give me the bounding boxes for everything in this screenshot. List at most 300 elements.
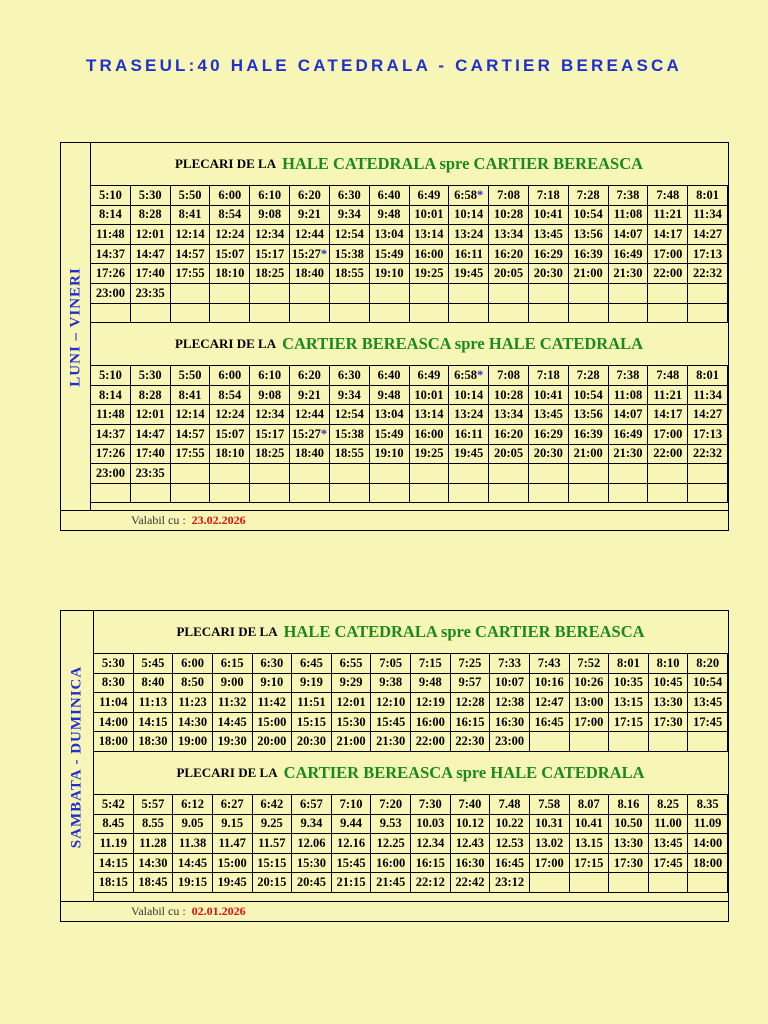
direction-header (90, 323, 728, 365)
time-cell: 18:00 (94, 732, 134, 752)
time-cell: 17:15 (609, 712, 649, 732)
time-cell: 21:15 (331, 873, 371, 893)
time-cell: 6:12 (173, 794, 213, 814)
time-cell (409, 303, 449, 323)
time-cell: 16:11 (449, 244, 489, 264)
table-row (91, 483, 728, 503)
time-cell: 8:01 (688, 366, 728, 386)
direction-prefix: PLECARI DE LA (176, 624, 278, 639)
time-cell: 6:27 (212, 794, 252, 814)
time-cell: 10:41 (528, 385, 568, 405)
time-cell (369, 303, 409, 323)
side-label: SAMBATA - DUMINICA (68, 665, 85, 848)
time-cell: 9:34 (329, 385, 369, 405)
time-cell: 15:45 (331, 853, 371, 873)
time-cell (648, 283, 688, 303)
time-cell: 13:45 (528, 405, 568, 425)
time-cell: 14:45 (173, 853, 213, 873)
direction-header (93, 752, 728, 794)
time-cell: 19:25 (409, 264, 449, 284)
asterisk-marker: * (477, 187, 484, 202)
time-cell: 8.55 (133, 814, 173, 834)
time-cell: 13:45 (528, 225, 568, 245)
time-cell: 17:00 (569, 712, 609, 732)
time-cell: 19:00 (173, 732, 213, 752)
time-cell (210, 303, 250, 323)
time-cell: 7:52 (569, 654, 609, 674)
time-cell: 12:28 (450, 693, 490, 713)
time-cell: 14:00 (688, 834, 728, 854)
time-cell: 13:14 (409, 225, 449, 245)
time-cell: 13:45 (688, 693, 728, 713)
time-cell: 11:42 (252, 693, 292, 713)
time-cell: 7:28 (568, 366, 608, 386)
time-cell: 11.00 (648, 814, 688, 834)
validity-label-text: Valabil cu : (131, 904, 186, 918)
page-title: TRASEUL:40 HALE CATEDRALA - CARTIER BEREASCA (85, 56, 683, 75)
time-cell: 8:54 (210, 205, 250, 225)
time-cell: 8:14 (91, 385, 131, 405)
time-cell: 14:30 (133, 853, 173, 873)
time-cell: 6:55 (331, 654, 371, 674)
time-cell: 15:45 (371, 712, 411, 732)
time-cell (449, 283, 489, 303)
time-cell: 23:12 (490, 873, 530, 893)
time-cell: 5:30 (130, 186, 170, 206)
direction-route: CARTIER BEREASCA spre HALE CATEDRALA (283, 762, 645, 782)
time-cell: 14:07 (608, 405, 648, 425)
time-cell: 6:42 (252, 794, 292, 814)
time-cell: 10.50 (609, 814, 649, 834)
time-cell (250, 283, 290, 303)
time-cell: 16:00 (411, 712, 451, 732)
time-cell (688, 303, 728, 323)
time-cell (528, 283, 568, 303)
time-cell: 6:40 (369, 186, 409, 206)
time-cell: 12.43 (450, 834, 490, 854)
time-cell (489, 483, 529, 503)
time-cell: 11.09 (688, 814, 728, 834)
time-cell (409, 283, 449, 303)
time-cell: 6:30 (252, 654, 292, 674)
time-cell: 9:34 (329, 205, 369, 225)
time-cell: 9:48 (411, 673, 451, 693)
time-cell: 7:33 (490, 654, 530, 674)
time-cell: 9:57 (450, 673, 490, 693)
time-cell: 13.02 (529, 834, 569, 854)
time-cell (329, 483, 369, 503)
time-cell (449, 303, 489, 323)
time-cell (489, 464, 529, 484)
time-cell: 13:04 (369, 405, 409, 425)
time-cell: 13:56 (568, 225, 608, 245)
time-cell: 13:00 (569, 693, 609, 713)
table-row (94, 712, 728, 732)
time-cell: 16:00 (409, 424, 449, 444)
time-cell: 21:00 (331, 732, 371, 752)
time-cell: 8.45 (94, 814, 134, 834)
time-cell (170, 483, 210, 503)
time-cell: 10:14 (449, 385, 489, 405)
time-cell: 7:30 (411, 794, 451, 814)
table-row (91, 244, 728, 264)
time-cell: 7:28 (568, 186, 608, 206)
time-cell: 12:01 (130, 405, 170, 425)
time-cell: 6:49 (409, 186, 449, 206)
table-row (91, 444, 728, 464)
time-cell (409, 464, 449, 484)
table-row (94, 693, 728, 713)
time-cell: 18:15 (94, 873, 134, 893)
time-cell: 22:00 (648, 444, 688, 464)
table-row (91, 464, 728, 484)
time-cell: 8:41 (170, 205, 210, 225)
time-cell: 13:30 (609, 834, 649, 854)
time-cell: 6:00 (210, 366, 250, 386)
time-cell: 18:55 (329, 264, 369, 284)
time-cell: 10:41 (528, 205, 568, 225)
table-row (94, 814, 728, 834)
time-cell: 17:55 (170, 444, 210, 464)
time-cell: 15:07 (210, 244, 250, 264)
time-cell: 17:40 (130, 444, 170, 464)
time-cell: 13:24 (449, 225, 489, 245)
time-cell (449, 483, 489, 503)
time-cell: 20:05 (489, 264, 529, 284)
time-cell: 23:00 (490, 732, 530, 752)
table-row (94, 732, 728, 752)
time-cell: 12:24 (210, 225, 250, 245)
time-cell: 7:08 (489, 366, 529, 386)
time-cell: 11.28 (133, 834, 173, 854)
time-cell: 5:57 (133, 794, 173, 814)
time-cell: 6:10 (250, 366, 290, 386)
time-cell: 14:45 (212, 712, 252, 732)
side-label-column (61, 143, 91, 511)
time-cell: 20:00 (252, 732, 292, 752)
time-cell: 17:30 (609, 853, 649, 873)
time-cell: 12.25 (371, 834, 411, 854)
time-cell: 8.07 (569, 794, 609, 814)
time-cell: 20:15 (252, 873, 292, 893)
time-cell: 17:00 (529, 853, 569, 873)
time-cell: 19:25 (409, 444, 449, 464)
time-cell: 11:32 (212, 693, 252, 713)
time-cell: 14:00 (94, 712, 134, 732)
time-cell (608, 483, 648, 503)
direction-prefix: PLECARI DE LA (174, 156, 277, 171)
time-cell: 7.48 (490, 794, 530, 814)
time-cell: 17:13 (688, 244, 728, 264)
time-cell: 10:54 (688, 673, 728, 693)
time-cell (91, 483, 131, 503)
time-cell (329, 464, 369, 484)
time-cell: 9:48 (369, 205, 409, 225)
time-cell: 16:15 (450, 712, 490, 732)
time-cell: 7:08 (489, 186, 529, 206)
time-cell: 22:32 (688, 264, 728, 284)
time-cell: 13:30 (648, 693, 688, 713)
time-cell: 9.34 (292, 814, 332, 834)
time-cell: 7:20 (371, 794, 411, 814)
time-cell: 16:30 (450, 853, 490, 873)
time-cell: 10:07 (490, 673, 530, 693)
time-cell (329, 283, 369, 303)
time-cell (329, 303, 369, 323)
time-cell: 15:30 (292, 853, 332, 873)
time-cell (528, 303, 568, 323)
time-cell: 17:26 (91, 444, 131, 464)
time-cell: 13:56 (568, 405, 608, 425)
time-cell (648, 873, 688, 893)
table-row (94, 853, 728, 873)
time-cell: 6:45 (292, 654, 332, 674)
time-cell: 11:34 (688, 205, 728, 225)
time-cell: 17:13 (688, 424, 728, 444)
time-cell: 16:49 (608, 244, 648, 264)
time-cell: 7:18 (528, 366, 568, 386)
time-cell: 16:39 (568, 424, 608, 444)
time-cell: 22:32 (688, 444, 728, 464)
time-cell (369, 483, 409, 503)
table-row (94, 873, 728, 893)
time-cell: 7:05 (371, 654, 411, 674)
time-cell: 11:13 (133, 693, 173, 713)
time-cell: 17:00 (648, 424, 688, 444)
time-cell: 12:14 (170, 225, 210, 245)
time-cell: 12:34 (250, 225, 290, 245)
time-cell: 12:38 (490, 693, 530, 713)
time-cell: 15:27* (290, 424, 330, 444)
asterisk-marker: * (477, 367, 484, 382)
time-cell: 10:54 (568, 385, 608, 405)
time-cell (170, 464, 210, 484)
time-cell: 10.31 (529, 814, 569, 834)
time-cell: 20:30 (528, 444, 568, 464)
time-cell: 15:00 (252, 712, 292, 732)
time-cell: 11.19 (94, 834, 134, 854)
time-cell: 6:00 (173, 654, 213, 674)
time-cell: 22:00 (648, 264, 688, 284)
time-cell: 9:00 (212, 673, 252, 693)
time-cell: 16:20 (489, 424, 529, 444)
table-row (91, 264, 728, 284)
time-cell: 21:30 (371, 732, 411, 752)
time-cell: 18:45 (133, 873, 173, 893)
time-cell: 12:24 (210, 405, 250, 425)
time-cell: 6:20 (290, 186, 330, 206)
time-cell: 12.06 (292, 834, 332, 854)
time-cell: 16:45 (490, 853, 530, 873)
time-cell (290, 464, 330, 484)
time-cell: 14:07 (608, 225, 648, 245)
time-cell: 11:48 (91, 405, 131, 425)
table-row (91, 303, 728, 323)
time-cell: 12:01 (130, 225, 170, 245)
time-cell: 18:40 (290, 444, 330, 464)
time-cell: 15:15 (292, 712, 332, 732)
time-cell: 9:21 (290, 385, 330, 405)
time-cell: 7:48 (648, 186, 688, 206)
time-cell: 9:38 (371, 673, 411, 693)
time-cell (369, 283, 409, 303)
time-cell (609, 732, 649, 752)
time-cell: 19:30 (212, 732, 252, 752)
time-cell: 8:54 (210, 385, 250, 405)
time-cell: 20:30 (292, 732, 332, 752)
time-cell (210, 283, 250, 303)
time-cell: 14:37 (91, 244, 131, 264)
time-cell: 5:45 (133, 654, 173, 674)
time-cell: 17:55 (170, 264, 210, 284)
table-row (94, 794, 728, 814)
time-cell: 12:14 (170, 405, 210, 425)
time-cell: 12.34 (411, 834, 451, 854)
time-cell: 10:35 (609, 673, 649, 693)
time-cell: 5:42 (94, 794, 134, 814)
time-cell: 21:00 (568, 444, 608, 464)
time-cell (529, 732, 569, 752)
time-cell: 21:45 (371, 873, 411, 893)
time-cell (569, 873, 609, 893)
time-cell: 14:15 (94, 853, 134, 873)
time-cell: 22:42 (450, 873, 490, 893)
time-cell: 10:28 (489, 205, 529, 225)
time-cell (210, 464, 250, 484)
time-cell: 15:49 (369, 244, 409, 264)
time-cell: 13:04 (369, 225, 409, 245)
time-cell (130, 303, 170, 323)
time-cell: 9:10 (252, 673, 292, 693)
direction-prefix: PLECARI DE LA (174, 336, 277, 352)
time-cell: 9:29 (331, 673, 371, 693)
time-cell: 12.16 (331, 834, 371, 854)
time-cell: 17:45 (688, 712, 728, 732)
table-row (94, 654, 728, 674)
time-cell (529, 873, 569, 893)
time-cell: 11:34 (688, 385, 728, 405)
time-cell: 16:29 (528, 244, 568, 264)
time-cell: 11:51 (292, 693, 332, 713)
time-cell: 17:40 (130, 264, 170, 284)
time-cell (568, 483, 608, 503)
time-cell: 7:18 (528, 186, 568, 206)
weekday-content (90, 143, 728, 503)
time-cell: 18:00 (688, 853, 728, 873)
direction-header (90, 143, 728, 185)
time-cell: 14:57 (170, 244, 210, 264)
time-cell: 14:47 (130, 424, 170, 444)
time-cell: 13:34 (489, 405, 529, 425)
time-cell (648, 483, 688, 503)
validity-row (61, 901, 728, 921)
time-cell: 21:30 (608, 264, 648, 284)
time-cell: 22:00 (411, 732, 451, 752)
time-cell: 6:57 (292, 794, 332, 814)
time-cell (648, 464, 688, 484)
time-cell: 9:21 (290, 205, 330, 225)
time-cell: 8:01 (688, 186, 728, 206)
time-cell (210, 483, 250, 503)
time-cell: 19:15 (173, 873, 213, 893)
time-cell: 11:04 (94, 693, 134, 713)
time-cell: 19:45 (449, 444, 489, 464)
time-cell: 15:17 (250, 244, 290, 264)
time-cell (528, 464, 568, 484)
time-cell (609, 873, 649, 893)
validity-date: 23.02.2026 (191, 513, 246, 527)
timetable (93, 794, 728, 893)
time-cell: 10:16 (529, 673, 569, 693)
time-cell: 14:27 (688, 405, 728, 425)
time-cell: 12:47 (529, 693, 569, 713)
time-cell: 7:48 (648, 366, 688, 386)
time-cell: 8:50 (173, 673, 213, 693)
weekend-content (93, 611, 728, 893)
time-cell: 17:45 (648, 853, 688, 873)
weekend-schedule-panel (60, 610, 729, 922)
direction-route: HALE CATEDRALA spre CARTIER BEREASCA (283, 622, 645, 641)
time-cell: 6:58* (449, 186, 489, 206)
time-cell: 10:28 (489, 385, 529, 405)
side-label: LUNI – VINERI (67, 267, 83, 387)
time-cell: 11:48 (91, 225, 131, 245)
time-cell: 13:45 (648, 834, 688, 854)
time-cell: 9:08 (250, 205, 290, 225)
time-cell: 17:26 (91, 264, 131, 284)
time-cell: 10.41 (569, 814, 609, 834)
time-cell: 21:00 (568, 264, 608, 284)
time-cell: 18:25 (250, 444, 290, 464)
time-cell: 14:17 (648, 225, 688, 245)
time-cell: 10.03 (411, 814, 451, 834)
time-cell: 23:35 (130, 464, 170, 484)
time-cell: 13:14 (409, 405, 449, 425)
time-cell: 8.16 (609, 794, 649, 814)
validity-date: 02.01.2026 (191, 904, 246, 918)
table-row (91, 405, 728, 425)
direction-header (93, 611, 728, 653)
time-cell: 10:14 (449, 205, 489, 225)
time-cell: 14:15 (133, 712, 173, 732)
time-cell: 12:01 (331, 693, 371, 713)
time-cell: 12.53 (490, 834, 530, 854)
time-cell: 23:00 (91, 464, 131, 484)
time-cell (568, 303, 608, 323)
time-cell (489, 283, 529, 303)
time-cell: 16:29 (528, 424, 568, 444)
time-cell: 9:19 (292, 673, 332, 693)
timetable (90, 185, 728, 323)
time-cell: 13:34 (489, 225, 529, 245)
time-cell (250, 464, 290, 484)
time-cell: 13:24 (449, 405, 489, 425)
timetable (93, 653, 728, 752)
time-cell (608, 283, 648, 303)
time-cell (568, 283, 608, 303)
time-cell: 12:44 (290, 405, 330, 425)
time-cell (170, 303, 210, 323)
time-cell: 6:58* (449, 366, 489, 386)
time-cell: 12:44 (290, 225, 330, 245)
time-cell: 23:00 (91, 283, 131, 303)
table-row (91, 205, 728, 225)
time-cell: 6:00 (210, 186, 250, 206)
side-label-column (61, 611, 94, 902)
table-row (94, 834, 728, 854)
time-cell: 16:15 (411, 853, 451, 873)
time-cell (409, 483, 449, 503)
